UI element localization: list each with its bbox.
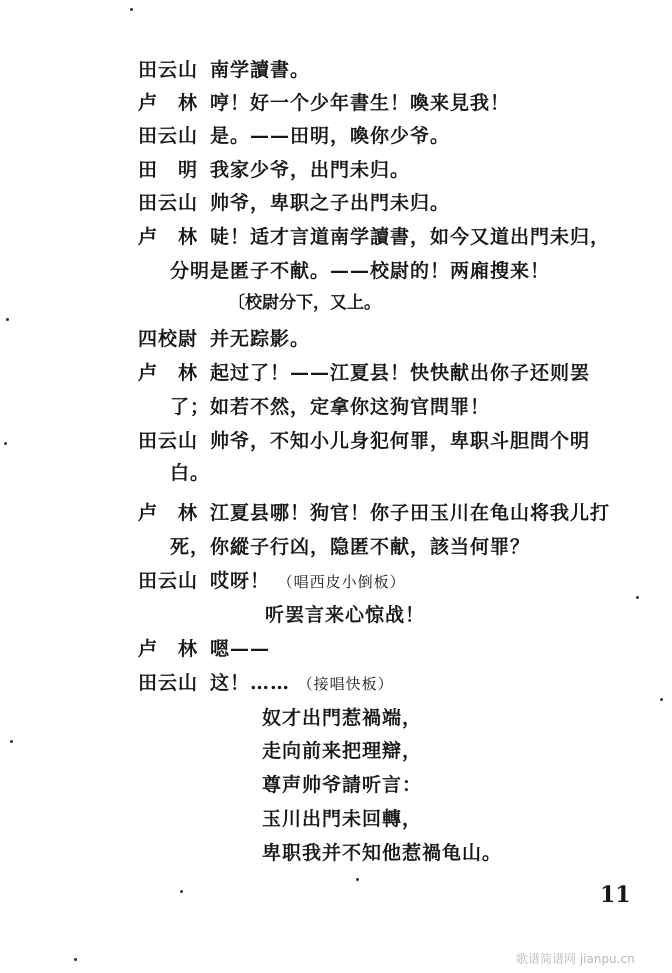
dialogue-text: 起过了！——江夏县！快快献出你子还则罢 [210, 362, 591, 384]
dialogue-text: 这！…… [210, 672, 291, 694]
aria-note: （接唱快板） [297, 675, 394, 693]
aria-note: （唱西皮小倒板） [277, 573, 406, 591]
dialogue-continuation: 白。 [170, 462, 211, 484]
scan-speck [356, 878, 359, 881]
speaker-name: 田云山 [138, 125, 199, 147]
dialogue-line [138, 90, 510, 116]
scan-speck [660, 698, 663, 701]
dialogue-text: 帅爷，不知小儿身犯何罪，卑职斗胆問个明 [210, 430, 591, 452]
dialogue-text: 唗！适才言道南学讀書，如今又道出門未归， [210, 226, 611, 248]
watermark-text: 歌谱简谱网 jianpu.cn [516, 952, 635, 966]
speaker-name: 田云山 [138, 672, 199, 694]
speaker-name: 田云山 [138, 192, 199, 214]
sung-line: 走向前来把理辯， [262, 740, 423, 762]
dialogue-text: 帅爷，卑职之子出門未归。 [210, 192, 451, 214]
dialogue-line [138, 670, 394, 697]
scan-speck [180, 890, 183, 893]
dialogue-continuation: 了；如若不然，定拿你这狗官問罪！ [170, 396, 491, 418]
dialogue-line [138, 123, 450, 149]
scan-speck [10, 740, 13, 743]
speaker-name: 田 明 [138, 159, 199, 181]
dialogue-line [138, 636, 270, 662]
dialogue-line [138, 428, 590, 454]
dialogue-text: 并无踪影。 [210, 328, 311, 350]
speaker-name: 卢 林 [138, 502, 199, 524]
scan-speck [130, 8, 133, 11]
speaker-name: 田云山 [138, 430, 199, 452]
dialogue-text: 我家少爷，出門未归。 [210, 159, 411, 181]
sung-line: 听罢言来心惊战！ [265, 604, 426, 626]
dialogue-text: 哼！好一个少年書生！喚来見我！ [210, 92, 511, 114]
dialogue-line [138, 224, 610, 250]
stage-direction: 〔校尉分下，又上。 [228, 293, 381, 313]
page-number: 11 [600, 882, 631, 908]
sung-line: 玉川出門未回轉， [262, 808, 423, 830]
scan-speck [636, 596, 639, 599]
scan-speck [74, 958, 77, 961]
dialogue-text: 南学讀書。 [210, 59, 311, 81]
dialogue-continuation: 死，你縱子行凶，隐匿不献，該当何罪？ [170, 536, 531, 558]
speaker-name: 四校尉 [138, 328, 199, 350]
sung-line: 奴才出門惹禍端， [262, 707, 423, 729]
dialogue-line [138, 157, 410, 183]
speaker-name: 卢 林 [138, 226, 199, 248]
sung-line: 尊声帅爷請听言： [262, 774, 423, 796]
dialogue-line [138, 500, 610, 526]
dialogue-text: 江夏县哪！狗官！你子田玉川在龟山将我儿打 [210, 502, 611, 524]
dialogue-line [138, 326, 310, 352]
speaker-name: 卢 林 [138, 638, 199, 660]
dialogue-line [138, 568, 406, 595]
dialogue-line [138, 57, 310, 83]
speaker-name: 田云山 [138, 570, 199, 592]
speaker-name: 卢 林 [138, 92, 199, 114]
speaker-name: 卢 林 [138, 362, 199, 384]
dialogue-line [138, 360, 590, 386]
dialogue-text: 是。——田明，喚你少爷。 [210, 125, 451, 147]
scan-speck [6, 318, 9, 321]
dialogue-line [138, 190, 450, 216]
sung-line: 卑职我并不知他惹禍龟山。 [262, 842, 503, 864]
speaker-name: 田云山 [138, 59, 199, 81]
dialogue-continuation: 分明是匿子不献。——校尉的！两廂搜来！ [170, 260, 551, 282]
scan-speck [4, 442, 7, 445]
dialogue-text: 嗯—— [210, 638, 271, 660]
dialogue-text: 哎呀！ [210, 570, 271, 592]
